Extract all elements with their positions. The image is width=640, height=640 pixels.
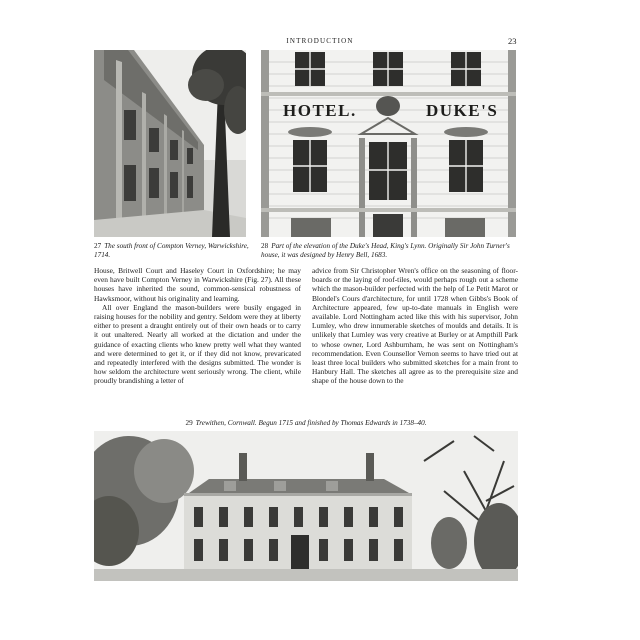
running-head: INTRODUCTION — [286, 37, 354, 45]
page-number: 23 — [508, 36, 517, 46]
sign-hotel: HOTEL. — [283, 101, 357, 120]
paragraph: advice from Sir Christopher Wren's office on the seasoning of floor-boards or the laying of roof-tiles, would perhaps rough out a scheme which the mason-builder perfected with the help of Le Petit Marot or Blondel's Cours d'architecture, for until 1728 when Gibbs's Book of Architecture appeared, few up-to-date manuals in English were available. Lord Nottingham acted like this with his supervisor, John Lumley, who drew innumerable sketches of moulds and details. It is unlikely that Lumley was very creative at Burley or at Ampthill Park to whose owner, Lord Ashburnham, he was sent on Nottingham's recommendation. Even Counsellor Vernon seems to have tried out at least three local builders who submitted sketches for a main front to Hanbury Hall. The sketches all agree as to the prerequisite size and shape of the house down to the — [312, 266, 518, 386]
caption-fig-29 — [94, 419, 518, 428]
caption-fig-27 — [94, 242, 252, 260]
figure-number: 29 — [185, 419, 193, 427]
photo-trewithen — [94, 431, 518, 581]
figure-number: 28 — [261, 242, 269, 250]
sign-dukes: DUKE'S — [426, 101, 499, 120]
caption-text: The south front of Compton Verney, Warwickshire, 1714. — [94, 242, 249, 259]
photo-compton-verney — [94, 50, 246, 237]
paragraph: House, Britwell Court and Haseley Court in Oxfordshire; he may even have built Compton Verney in Warwickshire (Fig. 27). All these houses have inherited the sound, common-sensical robustness of Hawksmoor, without his originality and learning. — [94, 266, 301, 303]
body-text-right-column — [312, 266, 518, 386]
caption-text: Trewithen, Cornwall. Begun 1715 and finished by Thomas Edwards in 1738–40. — [195, 419, 427, 427]
photo-dukes-head-hotel — [261, 50, 516, 237]
figure-number: 27 — [94, 242, 102, 250]
body-text-left-column — [94, 266, 301, 386]
caption-text: Part of the elevation of the Duke's Head, King's Lynn. Originally Sir John Turner's house, it was designed by Henry Bell, 1683. — [261, 242, 510, 259]
caption-fig-28 — [261, 242, 519, 260]
paragraph: All over England the mason-builders were busily engaged in raising houses for the nobility and gentry. Seldom were they at liberty either to present a draught entirely out of their own heads or to carry it out unaltered. Nearly all worked at the dictation and under the guidance of exacting clients who knew pretty well what they wanted and were determined to get it, or if they did not know, prevaricated and repeatedly interfered with the designs submitted. The wonder is how seldom the architecture went seriously wrong. The client, while proudly brandishing a letter of — [94, 302, 301, 386]
